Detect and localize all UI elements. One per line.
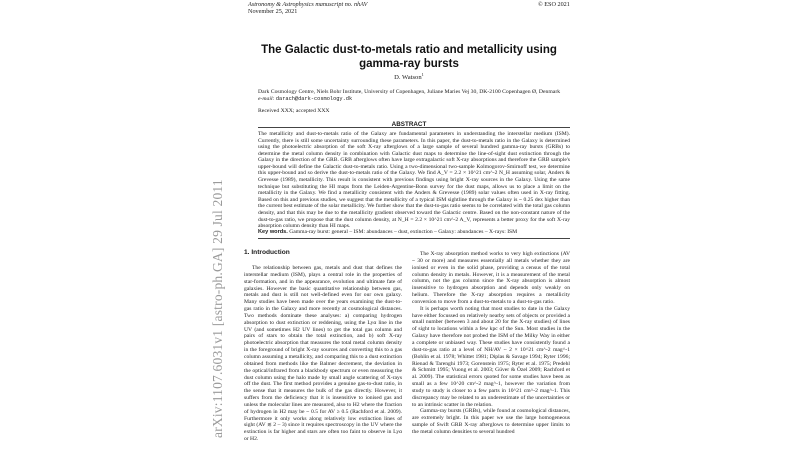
section-heading-introduction: 1. Introduction — [244, 249, 290, 256]
abstract-divider — [258, 127, 570, 128]
intro-paragraph-1: The relationship between gas, metals and dust that defines the interstellar medium (ISM), plays a central role in the properties of star-formation, and in the appearance, evolution and ultimate fate of galaxies. However the basic quantitative relationship between gas, metals and dust is still not well-defined even for our own galaxy. Many studies have been made over the years examining the dust-to-gas ratio in the Galaxy and more recently at cosmological distances. Two methods dominate these analyses: a) comparing hydrogen absorption to dust extinction or reddening, using the Lyα line in the UV (and sometimes H2 UV lines) to get the total gas column and pairs of stars to obtain the total extinction, and b) soft X-ray photoelectric absorption that measures the total metal column density in the foreground of bright X-ray sources and converting this to a gas column assuming a metallicity, and comparing this to a dust extinction obtained from methods like the Balmer decrement, the deviation in the optical/infrared from a blackbody spectrum or even measuring the dust column using the halo made by small angle scattering of X-rays off the dust. The first method provides a genuine gas-to-dust ratio, in the sense that it measures the bulk of the gas directly. However, it suffers from the deficiency that it is insensitive to ionised gas and unless the molecular lines are measured, also to H2 where the fraction of hydrogen in H2 may be ~ 0.5 for AV ≥ 0.5 (Rachford et al. 2009). Furthermore it only works along relatively low extinction lines of sight (AV ≲ 2 – 3) since it requires spectroscopy in the UV where the extinction is far higher and stars are often too faint to observe in Lyα or H2. — [244, 265, 402, 443]
keywords-text: Gamma-ray burst: general – ISM: abundances – dust, extinction – Galaxy: abundances – X-rays: ISM — [289, 229, 518, 235]
copyright-notice: © ESO 2021 — [538, 1, 570, 8]
author-email[interactable]: darach@dark-cosmology.dk — [275, 95, 353, 102]
keywords-line — [258, 229, 570, 236]
intro-paragraph-3: It is perhaps worth noting that most studies to date in the Galaxy have either focussed on relatively nearby sets of objects or provided a small number (between 3 and about 20 for the X-ray studies) of lines of sight to locations within a few kpc of the Sun. Most studies in the Galaxy have therefore not probed the ISM of the Milky Way in either a complete or unbiased way. These studies have consistently found a dust-to-gas ratio at a level of NH/AV ~ 2 × 10^21 cm^-2 mag^-1 (Bohlin et al. 1978; Whittet 1981; Diplas & Savage 1994; Ryter 1996; Rienad & Tarenghi 1973; Gorenstein 1975; Ryter et al. 1975; Predehl & Schmitt 1995; Vuong et al. 2003; Güver & Özel 2009; Rachford et al. 2009). The statistical errors quoted for some studies have been as small as a few 10^20 cm^-2 mag^-1, however the variation from study to study is closer to a few parts in 10^21 cm^-2 mag^-1. This discrepancy may be related to an underestimate of the uncertainties or to an intrinsic scatter in the relation. — [412, 305, 570, 408]
body-column-left — [244, 265, 402, 450]
manuscript-date: November 25, 2021 — [248, 8, 298, 16]
received-accepted: Received XXX; accepted XXX — [258, 108, 330, 114]
body-column-right — [412, 251, 570, 450]
paper-title: The Galactic dust-to-metals ratio and metallicity using gamma-ray bursts — [261, 44, 557, 70]
keywords-label: Key words. — [258, 229, 288, 235]
email-label: e-mail: — [258, 95, 275, 102]
intro-paragraph-4: Gamma-ray bursts (GRBs), while found at cosmological distances, are extremely bright. In this paper we use the large homogeneous sample of Swift GRB X-ray afterglows to determine upper limits to the metal column densities to several hundred — [412, 408, 570, 435]
author-name: D. Watson — [394, 74, 422, 82]
keywords-divider — [258, 238, 570, 239]
journal-name: Astronomy & Astrophysics manuscript no. nhAV — [248, 1, 368, 8]
author-line — [244, 72, 574, 81]
email-line — [258, 96, 578, 103]
intro-paragraph-2: The X-ray absorption method works to very high extinctions (AV ~ 30 or more) and measures essentially all metals whether they are ionised or even in the solid phase, providing a census of the total column density in metals. However, it is a measurement of the metal column, not the gas column since the X-ray absorption is almost insensitive to hydrogen absorption and depends only weakly on helium. Therefore the X-ray absorption requires a metallicity conversion to move from a dust-to-metals to a dust-to-gas ratio. — [412, 251, 570, 305]
author-affiliation-mark: 1 — [421, 72, 424, 77]
affiliation: Dark Cosmology Centre, Niels Bohr Institute, University of Copenhagen, Juliane Maries Vej 30, DK-2100 Copenhagen Ø, Denmark — [258, 89, 561, 95]
abstract-heading: ABSTRACT — [391, 121, 427, 128]
journal-header — [248, 1, 367, 16]
abstract-text: The metallicity and dust-to-metals ratio of the Galaxy are fundamental parameters in understanding the interstellar medium (ISM). Currently, there is still some uncertainty surrounding these parameters. In this paper, the dust-to-metals ratio in the Galaxy is determined using the photoelectric absorption of the soft X-ray afterglows of a large sample of several hundred gamma-ray bursts (GRBs) to determine the metal column density in combination with Galactic dust maps to determine the line-of-sight dust extinction through the Galaxy in the direction of the GRB. GRB afterglows often have large extragalactic soft X-ray absorptions and therefore the GRB sample's upper-bound will define the Galactic dust-to-metals ratio. Using a two-dimensional two-sample Kolmogorov-Smirnoff test, we determine this upper-bound and so derive the dust-to-metals ratio of the Galaxy. We find A_V = 2.2 × 10^21 cm^-2 N_H assuming solar, Anders & Grevesse (1989), metallicity. This result is consistent with previous findings using bright X-ray sources in the Galaxy. Using the same technique but substituting the HI maps from the Leiden-Argentine-Bonn survey for the dust maps, allows us to place a limit on the metallicity in the Galaxy. We find a metallicity consistent with the Anders & Grevesse (1989) solar values often used in X-ray fitting. Based on this and previous studies, we suggest that the metallicity of a typical ISM sightline through the Galaxy is ~ 0.25 dex higher than the current best estimate of the solar metallicity. We further show that the dust-to-gas ratio seems to be correlated with the total gas column density, and that this may be due to the metallicity gradient observed toward the Galactic centre. Based on the non-constant nature of the dust-to-gas ratio, we propose that the dust column density, at N_H = 2.2 × 10^21 cm^-2 A_V, represents a better proxy for the soft X-ray absorption column density than HI maps. — [258, 131, 570, 230]
affiliation-block — [258, 89, 578, 103]
arxiv-identifier-stamp: arXiv:1107.6031v1 [astro-ph.GA] 29 Jul 2011 — [210, 179, 225, 438]
